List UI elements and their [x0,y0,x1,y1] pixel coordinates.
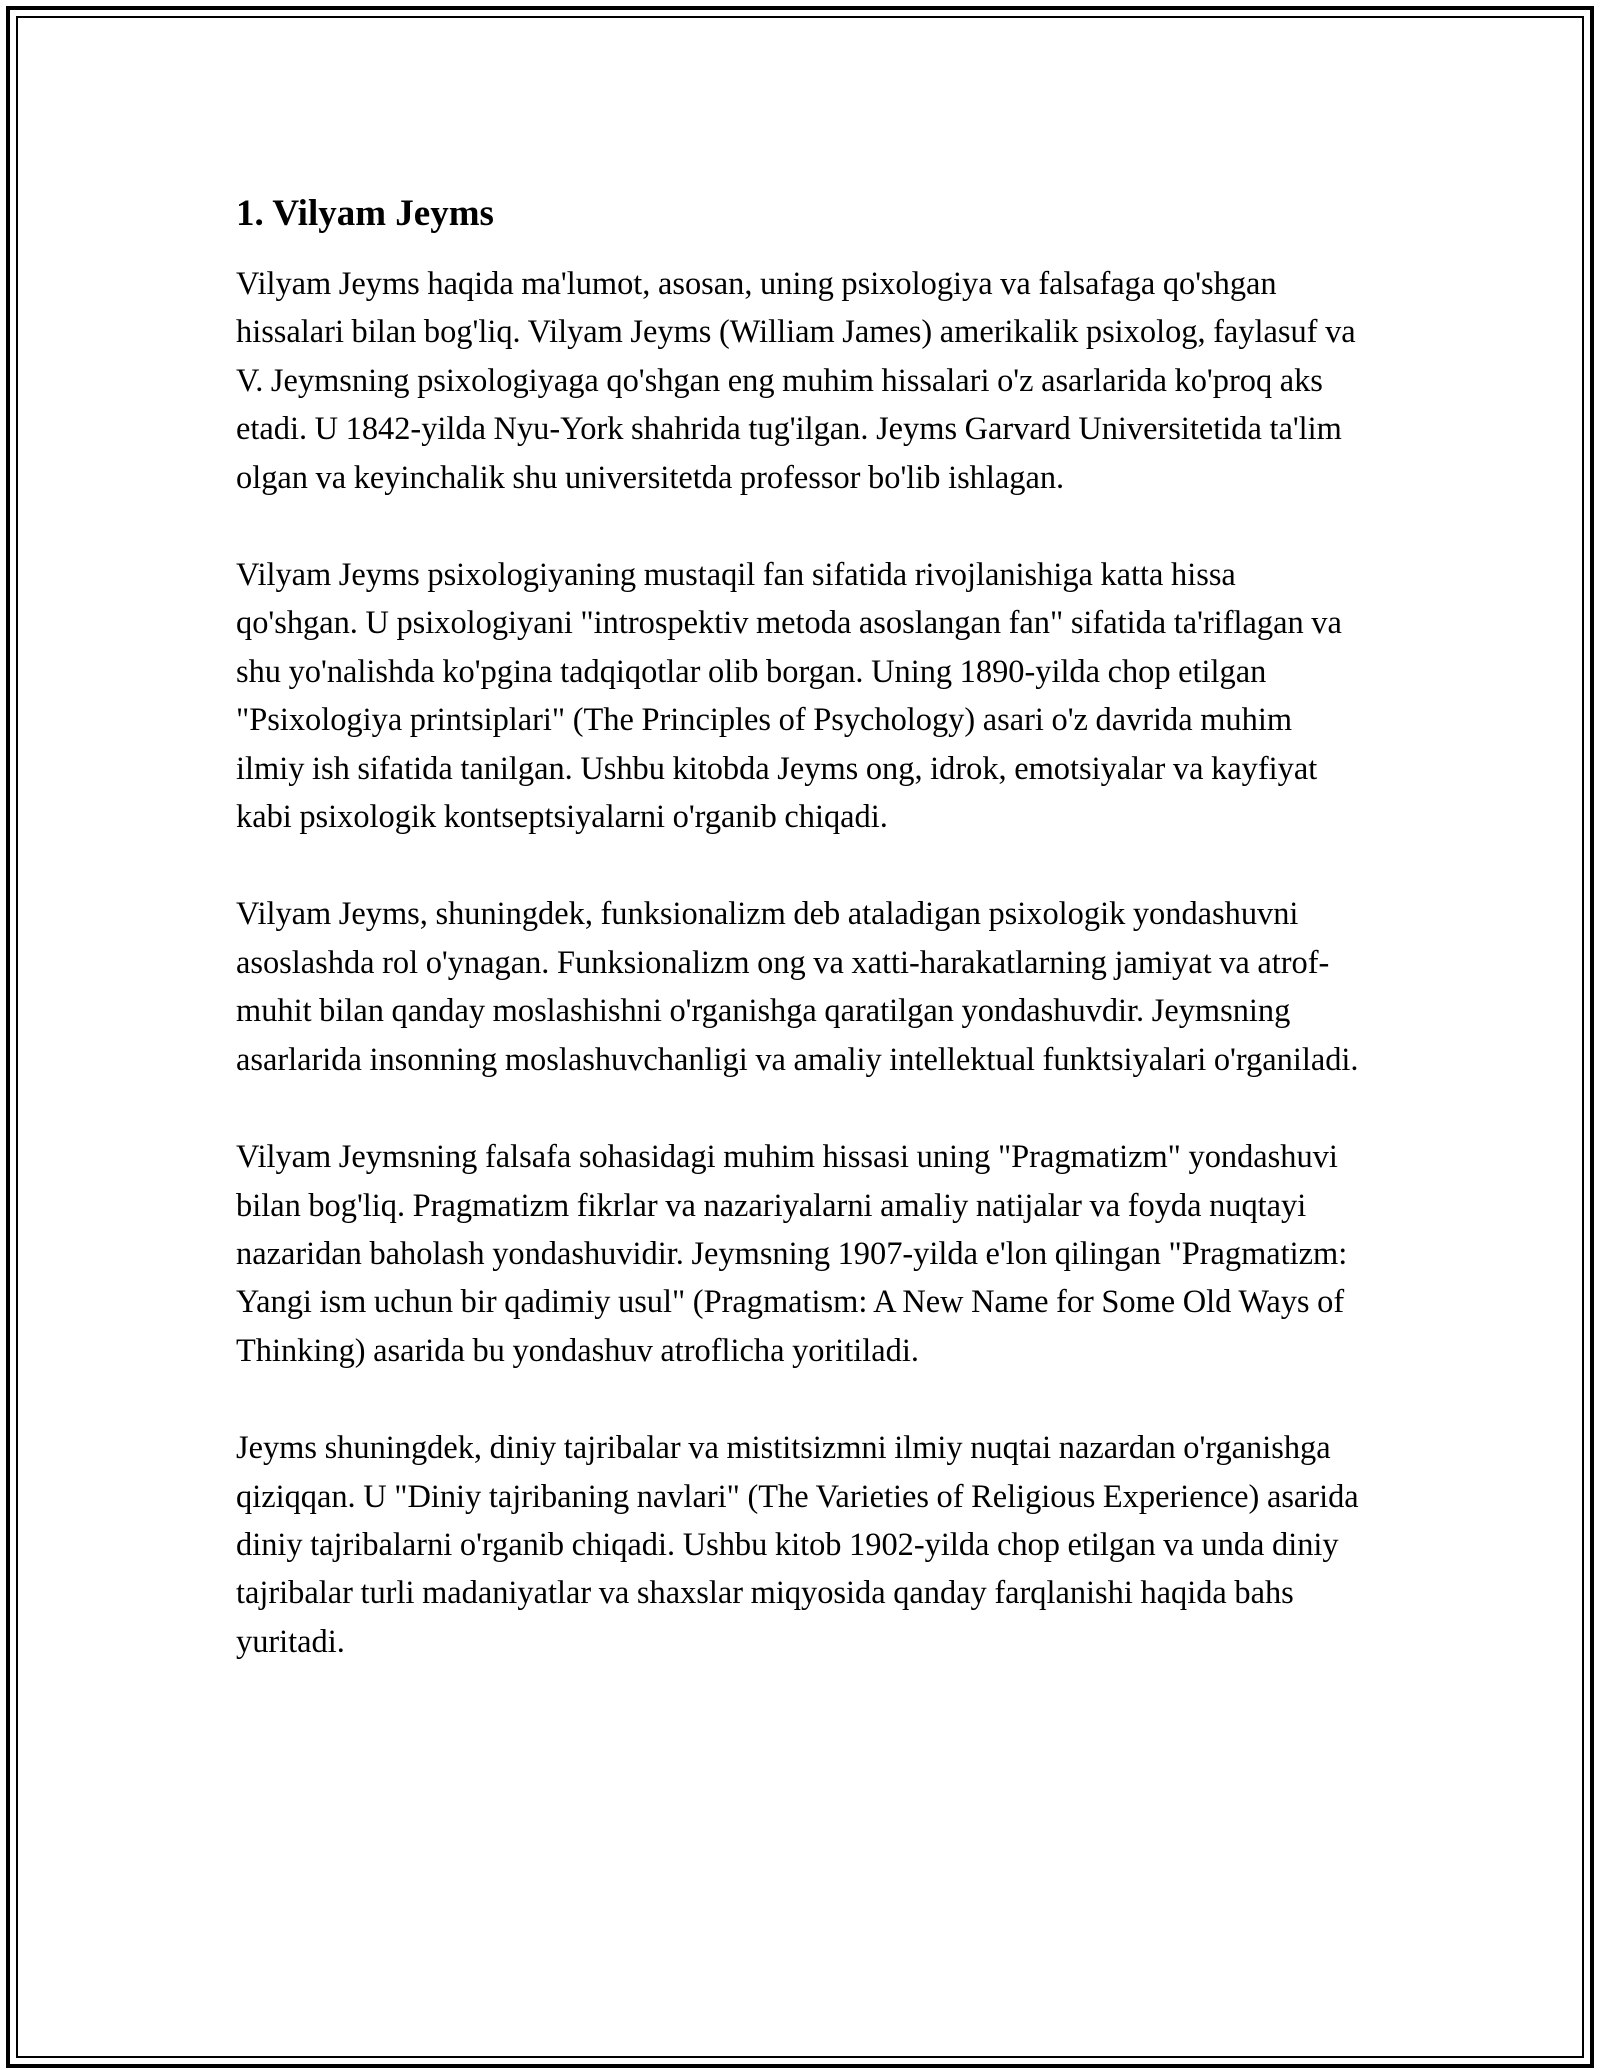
paragraph-religious-experience: Jeyms shuningdek, diniy tajribalar va mistitsizmni ilmiy nuqtai nazardan o'rganishga qiziqqan. U "Diniy tajribaning navlari" (The Varieties of Religious Experience) asarida diniy tajribalarni o'rganib chiqadi. Ushbu kitob 1902-yilda chop etilgan va unda diniy tajribalar turli madaniyatlar va shaxslar miqyosida qanday farqlanishi haqida bahs yuritadi. [236,1430,1359,1660]
paragraph-functionalism: Vilyam Jeyms, shuningdek, funksionalizm deb ataladigan psixologik yondashuvni asoslashda rol o'ynagan. Funksionalizm ong va xatti-harakatlarning jamiyat va atrof-muhit bilan qanday moslashishni o'rganishga qaratilgan yondashuvdir. Jeymsning asarlarida insonning moslashuvchanligi va amaliy intellektual funktsiyalari o'rganiladi. [236,896,1359,1078]
paragraph-pragmatism: Vilyam Jeymsning falsafa sohasidagi muhim hissasi uning "Pragmatizm" yondashuvi bilan bog'liq. Pragmatizm fikrlar va nazariyalarni amaliy natijalar va foyda nuqtayi nazaridan baholash yondashuvidir. Jeymsning 1907-yilda e'lon qilingan "Pragmatizm: Yangi ism uchun bir qadimiy usul" (Pragmatism: A New Name for Some Old Ways of Thinking) asarida bu yondashuv atroflicha yoritiladi. [236,1139,1348,1369]
paragraph-psychology: Vilyam Jeyms psixologiyaning mustaqil fan sifatida rivojlanishiga katta hissa qo'shgan. U psixologiyani "introspektiv metoda asoslangan fan" sifatida ta'riflagan va shu yo'nalishda ko'pgina tadqiqotlar olib borgan. Uning 1890-yilda chop etilgan "Psixologiya printsiplari" (The Principles of Psychology) asari o'z davrida muhim ilmiy ish sifatida tanilgan. Ushbu kitobda Jeyms ong, idrok, emotsiyalar va kayfiyat kabi psixologik kontseptsiyalarni o'rganib chiqadi. [236,557,1342,836]
paragraph-biography: Vilyam Jeyms haqida ma'lumot, asosan, uning psixologiya va falsafaga qo'shgan hissalari bilan bog'liq. Vilyam Jeyms (William James) amerikalik psixolog, faylasuf va V. Jeymsning psixologiyaga qo'shgan eng muhim hissalari o'z asarlarida ko'proq aks etadi. U 1842-yilda Nyu-York shahrida tug'ilgan. Jeyms Garvard Universitetida ta'lim olgan va keyinchalik shu universitetda professor bo'lib ishlagan. [236,266,1356,496]
document-body [236,190,1360,1715]
section-heading: 1. Vilyam Jeyms [236,193,494,234]
